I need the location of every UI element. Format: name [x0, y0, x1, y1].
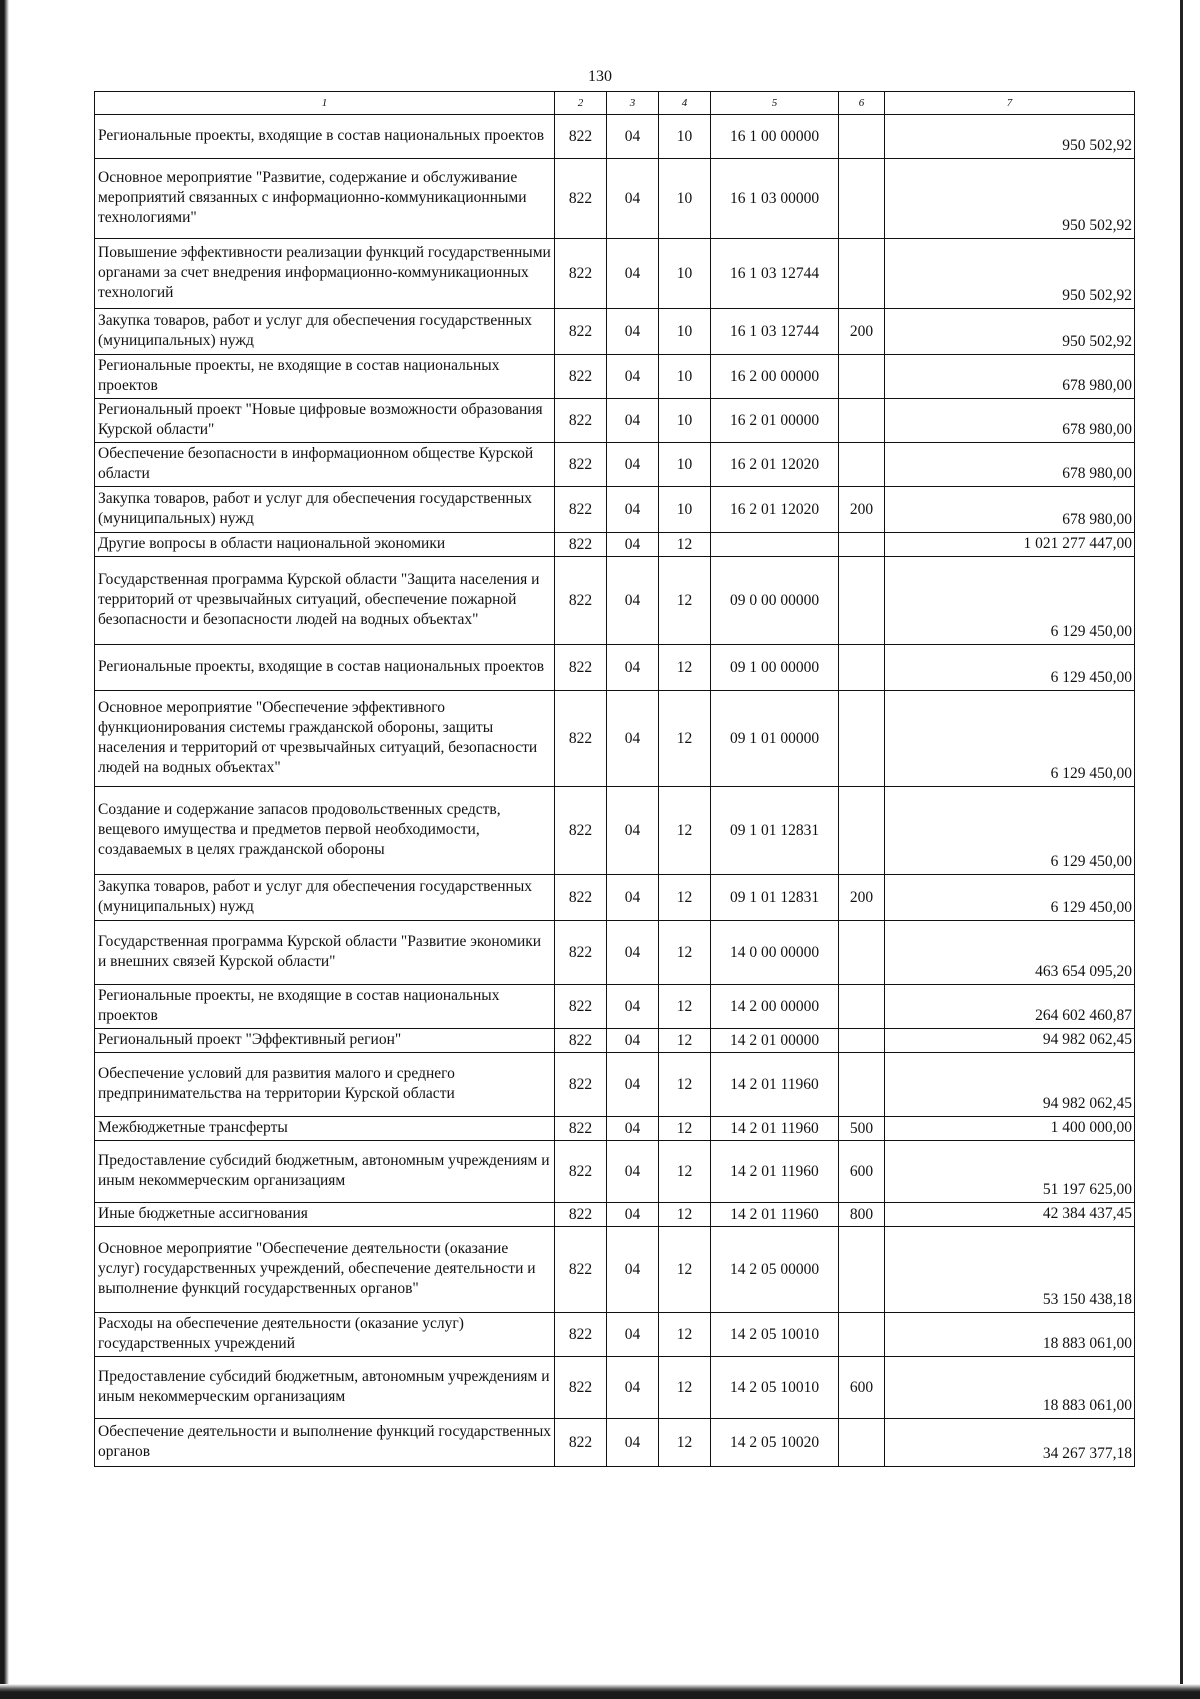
- row-code-6: [839, 1029, 885, 1053]
- col-header-3: 3: [607, 92, 659, 115]
- row-code-5: 14 2 01 11960: [711, 1203, 839, 1227]
- row-code-5: 14 2 00 00000: [711, 985, 839, 1029]
- row-amount: 1 021 277 447,00: [885, 533, 1135, 557]
- row-code-6: [839, 355, 885, 399]
- row-code-2: 822: [555, 1227, 607, 1313]
- table-row: [95, 1313, 1135, 1357]
- row-code-3: 04: [607, 1141, 659, 1203]
- row-name: Закупка товаров, работ и услуг для обеспечения государственных (муниципальных) нужд: [95, 875, 555, 921]
- row-code-6: [839, 1313, 885, 1357]
- row-code-3: 04: [607, 691, 659, 787]
- row-code-5: 14 2 01 00000: [711, 1029, 839, 1053]
- scan-edge-left: [0, 0, 9, 1699]
- row-code-4: 12: [659, 1357, 711, 1419]
- row-code-2: 822: [555, 1029, 607, 1053]
- row-code-5: 16 1 03 12744: [711, 239, 839, 309]
- row-name: Основное мероприятие "Развитие, содержание и обслуживание мероприятий связанных с информационно-коммуникационными технологиями": [95, 159, 555, 239]
- row-code-4: 12: [659, 645, 711, 691]
- row-code-4: 12: [659, 1053, 711, 1117]
- table-row: [95, 1117, 1135, 1141]
- row-amount: 6 129 450,00: [885, 557, 1135, 645]
- row-code-3: 04: [607, 645, 659, 691]
- row-code-2: 822: [555, 1141, 607, 1203]
- row-code-2: 822: [555, 985, 607, 1029]
- row-code-6: [839, 1419, 885, 1467]
- row-code-3: 04: [607, 309, 659, 355]
- scan-edge-bottom: [0, 1684, 1200, 1699]
- row-code-4: 10: [659, 443, 711, 487]
- row-code-6: [839, 557, 885, 645]
- row-code-6: 200: [839, 487, 885, 533]
- col-header-2: 2: [555, 92, 607, 115]
- row-code-2: 822: [555, 399, 607, 443]
- row-code-2: 822: [555, 1357, 607, 1419]
- row-code-5: 14 2 01 11960: [711, 1117, 839, 1141]
- row-name: Региональный проект "Новые цифровые возможности образования Курской области": [95, 399, 555, 443]
- table-row: [95, 355, 1135, 399]
- row-code-3: 04: [607, 399, 659, 443]
- row-amount: 678 980,00: [885, 487, 1135, 533]
- row-code-2: 822: [555, 487, 607, 533]
- row-code-2: 822: [555, 1203, 607, 1227]
- row-code-4: 12: [659, 1313, 711, 1357]
- row-name: Другие вопросы в области национальной экономики: [95, 533, 555, 557]
- row-code-6: [839, 159, 885, 239]
- row-code-4: 10: [659, 309, 711, 355]
- row-amount: 678 980,00: [885, 443, 1135, 487]
- row-code-2: 822: [555, 115, 607, 159]
- row-code-4: 12: [659, 921, 711, 985]
- row-name: Межбюджетные трансферты: [95, 1117, 555, 1141]
- row-code-5: 14 0 00 00000: [711, 921, 839, 985]
- row-code-6: [839, 443, 885, 487]
- header-row: [95, 92, 1135, 115]
- scan-edge-right: [1180, 0, 1183, 1699]
- row-code-2: 822: [555, 645, 607, 691]
- row-amount: 53 150 438,18: [885, 1227, 1135, 1313]
- row-code-6: 600: [839, 1141, 885, 1203]
- row-code-3: 04: [607, 115, 659, 159]
- row-code-6: [839, 1227, 885, 1313]
- row-code-5: 09 1 01 12831: [711, 875, 839, 921]
- table-row: [95, 533, 1135, 557]
- row-code-6: 200: [839, 309, 885, 355]
- row-code-5: 14 2 05 10010: [711, 1313, 839, 1357]
- row-amount: 42 384 437,45: [885, 1203, 1135, 1227]
- row-name: Создание и содержание запасов продовольственных средств, вещевого имущества и предметов первой необходимости, создаваемых в целях гражданской обороны: [95, 787, 555, 875]
- row-code-2: 822: [555, 533, 607, 557]
- table-row: [95, 921, 1135, 985]
- table-row: [95, 487, 1135, 533]
- row-code-4: 12: [659, 557, 711, 645]
- row-code-2: 822: [555, 1117, 607, 1141]
- row-code-4: 12: [659, 875, 711, 921]
- row-amount: 264 602 460,87: [885, 985, 1135, 1029]
- row-code-4: 12: [659, 985, 711, 1029]
- table-row: [95, 443, 1135, 487]
- row-code-3: 04: [607, 1053, 659, 1117]
- row-code-4: 10: [659, 239, 711, 309]
- row-code-6: [839, 921, 885, 985]
- row-code-6: 200: [839, 875, 885, 921]
- row-name: Обеспечение условий для развития малого и среднего предпринимательства на территории Курской области: [95, 1053, 555, 1117]
- row-code-5: 09 1 00 00000: [711, 645, 839, 691]
- row-code-3: 04: [607, 921, 659, 985]
- row-code-6: [839, 691, 885, 787]
- row-amount: 18 883 061,00: [885, 1313, 1135, 1357]
- table-row: [95, 1053, 1135, 1117]
- row-code-6: [839, 985, 885, 1029]
- row-code-4: 12: [659, 787, 711, 875]
- table-row: [95, 399, 1135, 443]
- row-code-5: 14 2 01 11960: [711, 1141, 839, 1203]
- row-name: Повышение эффективности реализации функций государственными органами за счет внедрения информационно-коммуникационных технологий: [95, 239, 555, 309]
- row-amount: 950 502,92: [885, 239, 1135, 309]
- row-code-5: 16 2 01 12020: [711, 487, 839, 533]
- row-code-4: 10: [659, 159, 711, 239]
- row-code-3: 04: [607, 985, 659, 1029]
- row-name: Обеспечение деятельности и выполнение функций государственных органов: [95, 1419, 555, 1467]
- row-code-5: 14 2 01 11960: [711, 1053, 839, 1117]
- row-code-4: 10: [659, 399, 711, 443]
- row-code-5: 16 2 00 00000: [711, 355, 839, 399]
- table-row: [95, 1029, 1135, 1053]
- row-code-4: 12: [659, 1117, 711, 1141]
- table-row: [95, 645, 1135, 691]
- row-name: Региональный проект "Эффективный регион": [95, 1029, 555, 1053]
- row-code-2: 822: [555, 921, 607, 985]
- table-row: [95, 1203, 1135, 1227]
- row-code-5: 14 2 05 00000: [711, 1227, 839, 1313]
- row-name: Предоставление субсидий бюджетным, автономным учреждениям и иным некоммерческим организациям: [95, 1141, 555, 1203]
- row-amount: 51 197 625,00: [885, 1141, 1135, 1203]
- table-row: [95, 557, 1135, 645]
- row-code-3: 04: [607, 1029, 659, 1053]
- row-code-6: 600: [839, 1357, 885, 1419]
- row-code-5: [711, 533, 839, 557]
- row-code-6: 800: [839, 1203, 885, 1227]
- row-code-3: 04: [607, 557, 659, 645]
- row-code-4: 12: [659, 691, 711, 787]
- row-code-2: 822: [555, 309, 607, 355]
- table-row: [95, 1227, 1135, 1313]
- row-name: Основное мероприятие "Обеспечение эффективного функционирования системы гражданской обороны, защиты населения и территорий от чрезвычайных ситуаций, безопасности людей на водных объектах": [95, 691, 555, 787]
- row-code-6: [839, 115, 885, 159]
- row-code-4: 12: [659, 1227, 711, 1313]
- table-row: [95, 691, 1135, 787]
- row-code-5: 09 0 00 00000: [711, 557, 839, 645]
- row-code-6: [839, 645, 885, 691]
- row-code-2: 822: [555, 1053, 607, 1117]
- row-amount: 6 129 450,00: [885, 645, 1135, 691]
- table-row: [95, 115, 1135, 159]
- row-name: Закупка товаров, работ и услуг для обеспечения государственных (муниципальных) нужд: [95, 309, 555, 355]
- row-amount: 6 129 450,00: [885, 875, 1135, 921]
- row-code-3: 04: [607, 875, 659, 921]
- row-name: Основное мероприятие "Обеспечение деятельности (оказание услуг) государственных учреждений, обеспечение деятельности и выполнение функций государственных органов": [95, 1227, 555, 1313]
- row-amount: 34 267 377,18: [885, 1419, 1135, 1467]
- row-code-5: 16 1 03 00000: [711, 159, 839, 239]
- row-code-4: 10: [659, 487, 711, 533]
- row-code-5: 16 1 00 00000: [711, 115, 839, 159]
- row-code-6: 500: [839, 1117, 885, 1141]
- row-code-6: [839, 533, 885, 557]
- row-name: Государственная программа Курской области "Развитие экономики и внешних связей Курской области": [95, 921, 555, 985]
- row-code-3: 04: [607, 1227, 659, 1313]
- row-code-3: 04: [607, 1203, 659, 1227]
- row-code-6: [839, 1053, 885, 1117]
- row-code-3: 04: [607, 159, 659, 239]
- row-amount: 678 980,00: [885, 355, 1135, 399]
- row-name: Закупка товаров, работ и услуг для обеспечения государственных (муниципальных) нужд: [95, 487, 555, 533]
- row-code-3: 04: [607, 239, 659, 309]
- row-code-3: 04: [607, 487, 659, 533]
- row-amount: 6 129 450,00: [885, 787, 1135, 875]
- table-row: [95, 159, 1135, 239]
- table-row: [95, 309, 1135, 355]
- row-amount: 950 502,92: [885, 309, 1135, 355]
- col-header-5: 5: [711, 92, 839, 115]
- table-row: [95, 239, 1135, 309]
- row-code-5: 14 2 05 10010: [711, 1357, 839, 1419]
- table-row: [95, 875, 1135, 921]
- row-code-5: 16 1 03 12744: [711, 309, 839, 355]
- row-amount: 6 129 450,00: [885, 691, 1135, 787]
- row-code-6: [839, 787, 885, 875]
- row-name: Расходы на обеспечение деятельности (оказание услуг) государственных учреждений: [95, 1313, 555, 1357]
- col-header-6: 6: [839, 92, 885, 115]
- row-code-2: 822: [555, 355, 607, 399]
- row-code-4: 12: [659, 1203, 711, 1227]
- row-code-5: 09 1 01 00000: [711, 691, 839, 787]
- row-code-2: 822: [555, 443, 607, 487]
- row-code-3: 04: [607, 355, 659, 399]
- row-amount: 950 502,92: [885, 115, 1135, 159]
- row-code-3: 04: [607, 1117, 659, 1141]
- row-code-4: 12: [659, 1419, 711, 1467]
- row-code-4: 10: [659, 115, 711, 159]
- row-name: Региональные проекты, не входящие в состав национальных проектов: [95, 985, 555, 1029]
- row-name: Иные бюджетные ассигнования: [95, 1203, 555, 1227]
- row-code-3: 04: [607, 787, 659, 875]
- row-amount: 1 400 000,00: [885, 1117, 1135, 1141]
- row-amount: 94 982 062,45: [885, 1029, 1135, 1053]
- row-amount: 18 883 061,00: [885, 1357, 1135, 1419]
- col-header-7: 7: [885, 92, 1135, 115]
- col-header-1: 1: [95, 92, 555, 115]
- row-amount: 950 502,92: [885, 159, 1135, 239]
- row-code-2: 822: [555, 787, 607, 875]
- table-row: [95, 1357, 1135, 1419]
- table-row: [95, 985, 1135, 1029]
- row-code-2: 822: [555, 239, 607, 309]
- row-code-5: 16 2 01 12020: [711, 443, 839, 487]
- table-row: [95, 787, 1135, 875]
- row-code-3: 04: [607, 443, 659, 487]
- page-number: 130: [588, 68, 612, 85]
- row-name: Предоставление субсидий бюджетным, автономным учреждениям и иным некоммерческим организациям: [95, 1357, 555, 1419]
- row-code-5: 16 2 01 00000: [711, 399, 839, 443]
- row-amount: 463 654 095,20: [885, 921, 1135, 985]
- row-code-2: 822: [555, 557, 607, 645]
- row-code-2: 822: [555, 1313, 607, 1357]
- row-name: Обеспечение безопасности в информационном обществе Курской области: [95, 443, 555, 487]
- table-row: [95, 1141, 1135, 1203]
- row-code-4: 12: [659, 533, 711, 557]
- row-code-3: 04: [607, 1313, 659, 1357]
- row-code-5: 14 2 05 10020: [711, 1419, 839, 1467]
- row-amount: 94 982 062,45: [885, 1053, 1135, 1117]
- row-name: Государственная программа Курской области "Защита населения и территорий от чрезвычайных ситуаций, обеспечение пожарной безопасности и безопасности людей на водных объектах": [95, 557, 555, 645]
- row-code-2: 822: [555, 159, 607, 239]
- row-code-3: 04: [607, 1419, 659, 1467]
- row-code-5: 09 1 01 12831: [711, 787, 839, 875]
- row-code-6: [839, 239, 885, 309]
- row-code-6: [839, 399, 885, 443]
- table-body: [95, 92, 1135, 1467]
- row-code-4: 12: [659, 1029, 711, 1053]
- budget-table: [94, 91, 1135, 1467]
- table-row: [95, 1419, 1135, 1467]
- row-code-2: 822: [555, 691, 607, 787]
- row-code-3: 04: [607, 533, 659, 557]
- row-name: Региональные проекты, входящие в состав национальных проектов: [95, 115, 555, 159]
- row-amount: 678 980,00: [885, 399, 1135, 443]
- row-name: Региональные проекты, не входящие в состав национальных проектов: [95, 355, 555, 399]
- row-code-2: 822: [555, 1419, 607, 1467]
- col-header-4: 4: [659, 92, 711, 115]
- row-code-2: 822: [555, 875, 607, 921]
- row-name: Региональные проекты, входящие в состав национальных проектов: [95, 645, 555, 691]
- row-code-4: 10: [659, 355, 711, 399]
- row-code-4: 12: [659, 1141, 711, 1203]
- row-code-3: 04: [607, 1357, 659, 1419]
